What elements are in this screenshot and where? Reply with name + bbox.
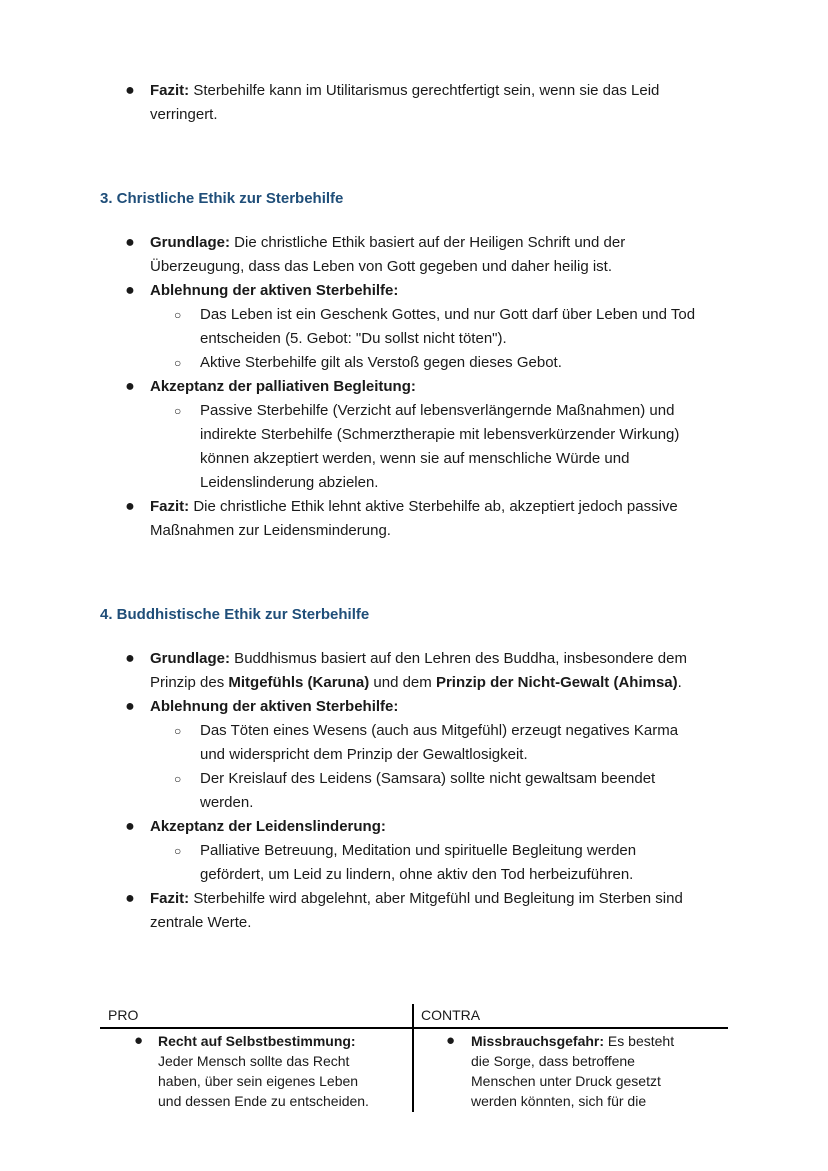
contra-header: CONTRA bbox=[421, 1007, 481, 1023]
fazit-label: Fazit: bbox=[150, 82, 190, 99]
list-item: ● Akzeptanz der palliativen Begleitung: ○ Passive Sterbehilfe (Verzicht auf lebensverlängernde Maßnahmen) und indirekte Sterbehilfe (Schmerztherapie mit lebensverkürzender Wirkung) können akzeptiert werden, wenn sie auf menschliche Würde und Leidenslinderung abzielen. bbox=[0, 375, 828, 495]
bullet-icon: ● bbox=[125, 698, 135, 715]
list-item: ● Grundlage: Buddhismus basiert auf den Lehren des Buddha, insbesondere dem Prinzip des Mitgefühls (Karuna) und dem Prinzip der Nicht-Gewalt (Ahimsa). bbox=[0, 647, 828, 695]
section-3-list bbox=[0, 231, 828, 543]
bullet-icon: ● bbox=[446, 1032, 456, 1049]
bullet-icon: ● bbox=[125, 82, 135, 99]
bullet-icon: ● bbox=[134, 1032, 144, 1049]
sub-list-item: ○ Aktive Sterbehilfe gilt als Verstoß gegen dieses Gebot. bbox=[200, 351, 828, 375]
sub-list-item: ○ Palliative Betreuung, Meditation und spirituelle Begleitung werden gefördert, um Leid zu lindern, ohne aktiv den Tod herbeizuführen. bbox=[200, 839, 828, 887]
pro-item-label: Recht auf Selbstbestimmung: bbox=[158, 1033, 356, 1049]
table-header-rule bbox=[100, 1027, 728, 1029]
section-4-heading: 4. Buddhistische Ethik zur Sterbehilfe bbox=[100, 606, 370, 623]
list-item: ● Ablehnung der aktiven Sterbehilfe: ○ Das Töten eines Wesens (auch aus Mitgefühl) erzeugt negatives Karma und widerspricht dem Prinzip der Gewaltlosigkeit. ○ Der Kreislauf des Leidens (Samsara) sollte nicht gewaltsam beendet werden. bbox=[0, 695, 828, 815]
bullet-icon: ● bbox=[125, 234, 135, 251]
list-item: ● Akzeptanz der Leidenslinderung: ○ Palliative Betreuung, Meditation und spirituelle Begleitung werden gefördert, um Leid zu lindern, ohne aktiv den Tod herbeizuführen. bbox=[0, 815, 828, 887]
sub-list-item: ○ Passive Sterbehilfe (Verzicht auf lebensverlängernde Maßnahmen) und indirekte Sterbehilfe (Schmerztherapie mit lebensverkürzender Wirkung) können akzeptiert werden, wenn sie auf menschliche Würde und Leidenslinderung abzielen. bbox=[200, 399, 828, 495]
sub-bullet-icon: ○ bbox=[174, 724, 182, 738]
bullet-icon: ● bbox=[125, 890, 135, 907]
sub-bullet-icon: ○ bbox=[174, 844, 182, 858]
pro-contra-table bbox=[100, 1004, 728, 1116]
list-item: ● Fazit: Sterbehilfe wird abgelehnt, aber Mitgefühl und Begleitung im Sterben sind zentrale Werte. bbox=[0, 887, 828, 935]
list-item: ● Grundlage: Die christliche Ethik basiert auf der Heiligen Schrift und der Überzeugung, dass das Leben von Gott gegeben und daher heilig ist. bbox=[0, 231, 828, 279]
sub-bullet-icon: ○ bbox=[174, 404, 182, 418]
sub-list-item: ○ Der Kreislauf des Leidens (Samsara) sollte nicht gewaltsam beendet werden. bbox=[200, 767, 828, 815]
intro-fazit-item: ● Fazit: Sterbehilfe kann im Utilitarismus gerechtfertigt sein, wenn sie das Leid verringert. bbox=[0, 79, 828, 127]
sub-list bbox=[150, 303, 828, 375]
section-3-heading: 3. Christliche Ethik zur Sterbehilfe bbox=[100, 190, 344, 207]
bullet-icon: ● bbox=[125, 498, 135, 515]
list-item: ● Fazit: Die christliche Ethik lehnt aktive Sterbehilfe ab, akzeptiert jedoch passive Maßnahmen zur Leidensminderung. bbox=[0, 495, 828, 543]
pro-header: PRO bbox=[108, 1007, 139, 1023]
bullet-icon: ● bbox=[125, 282, 135, 299]
sub-bullet-icon: ○ bbox=[174, 308, 182, 322]
section-4-list bbox=[0, 647, 828, 935]
sub-bullet-icon: ○ bbox=[174, 356, 182, 370]
sub-list bbox=[150, 399, 828, 495]
table-column-divider bbox=[412, 1004, 414, 1112]
bullet-icon: ● bbox=[125, 378, 135, 395]
sub-bullet-icon: ○ bbox=[174, 772, 182, 786]
contra-item-label: Missbrauchsgefahr: bbox=[471, 1033, 605, 1049]
sub-list bbox=[150, 839, 828, 887]
sub-list-item: ○ Das Töten eines Wesens (auch aus Mitgefühl) erzeugt negatives Karma und widerspricht dem Prinzip der Gewaltlosigkeit. bbox=[200, 719, 828, 767]
intro-fazit-list bbox=[0, 79, 828, 127]
sub-list bbox=[150, 719, 828, 815]
list-item: ● Ablehnung der aktiven Sterbehilfe: ○ Das Leben ist ein Geschenk Gottes, und nur Gott darf über Leben und Tod entscheiden (5. Gebot: "Du sollst nicht töten"). ○ Aktive Sterbehilfe gilt als Verstoß gegen dieses Gebot. bbox=[0, 279, 828, 375]
sub-list-item: ○ Das Leben ist ein Geschenk Gottes, und nur Gott darf über Leben und Tod entscheiden (5. Gebot: "Du sollst nicht töten"). bbox=[200, 303, 828, 351]
contra-cell: ● Missbrauchsgefahr: Es besteht die Sorge, dass betroffene Menschen unter Druck gesetzt werden könnten, sich für die bbox=[446, 1032, 675, 1109]
bullet-icon: ● bbox=[125, 650, 135, 667]
bullet-icon: ● bbox=[125, 818, 135, 835]
pro-cell: ● Recht auf Selbstbestimmung: Jeder Mensch sollte das Recht haben, über sein eigenes Leben und dessen Ende zu entscheiden. bbox=[134, 1032, 369, 1109]
